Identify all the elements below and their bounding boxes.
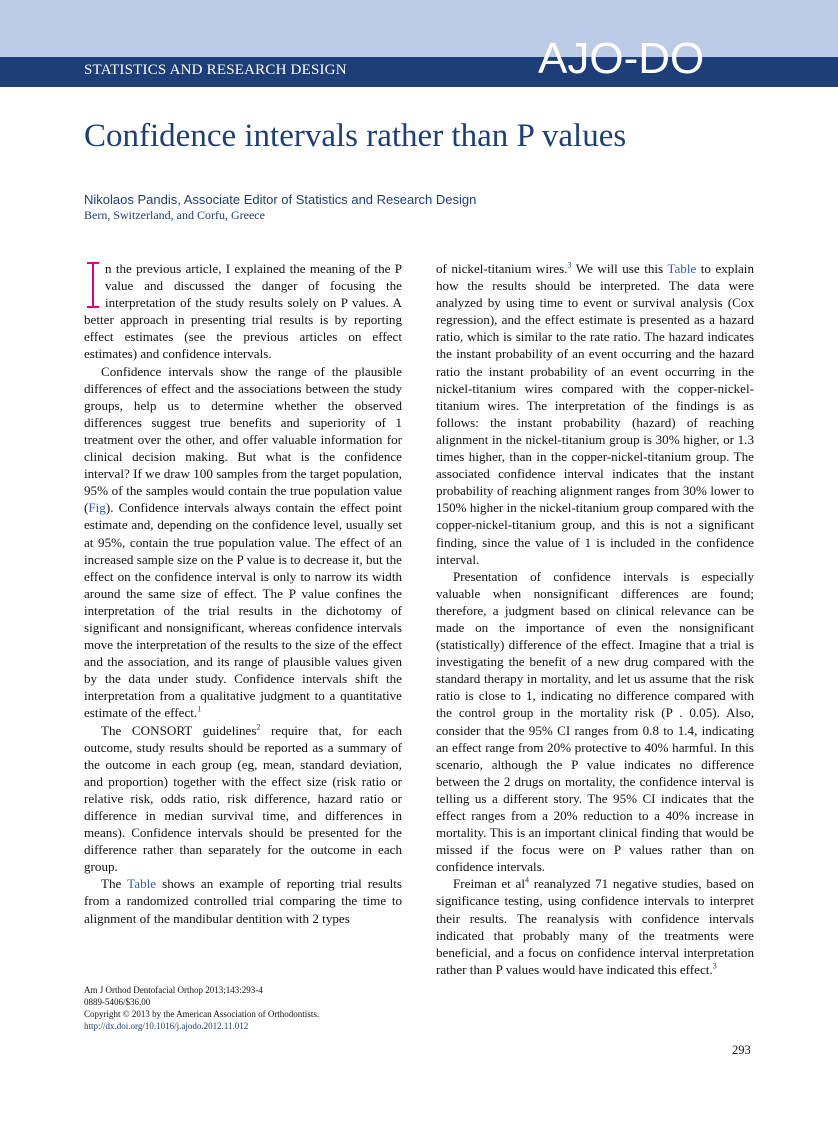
paragraph-table-continued: of nickel-titanium wires.$^3$ We will use this Table to explain how the results should be interpreted. The data were analyzed by using time to event or survival analysis (Cox regression), and the effect estimate is presented as a hazard ratio, which is similar to the rate ratio. The hazard indicates the instant probability of an event occurring and the hazard ratio the instant probability of an event occurring in the nickel-titanium wires compared with the copper-nickel-titanium wires. The interpretation of the findings is as follows: the instant probability (hazard) of reaching alignment in the nickel-titanium group is 30% higher, or 1.3 times higher, than in the copper-nickel-titanium group. The associated confidence interval indicates that the instant probability of reaching alignment ranges from 30% lower to 150% higher in the nickel-titanium group compared with the copper-nickel-titanium group, and this is not a significant finding, since the value of 1 is included in the confidence interval.	[436, 260, 754, 567]
section-label: STATISTICS AND RESEARCH DESIGN	[84, 62, 347, 78]
citation-footer	[84, 984, 404, 1032]
paragraph-table-example: The Table shows an example of reporting trial results from a randomized controlled trial comparing the time to alignment of the mandibular dentition with 2 types	[84, 876, 402, 926]
paragraph-presentation: Presentation of confidence intervals is especially valuable when nonsignificant differences are found; therefore, a judgment based on clinical relevance can be made on the importance of even the nonsignificant (statistically) difference of the effect. Imagine that a trial is investigating the benefit of a new drug compared with the standard therapy in mortality, and let us assume that the risk ratio is close to 1, indicating no difference compared with the control group in the mortality risk (P . 0.05). Also, consider that the 95% CI ranges from 0.8 to 1.4, indicating an effect range from 20% protective to 40% harmful. In this scenario, although the P value indicates no difference between the 2 drugs on mortality, the confidence interval is telling us a different story. The 95% CI indicates that the effect ranges from a 20% reduction to a 40% increase in mortality. This is an important clinical finding that would be missed if the focus were on P values rather than on confidence intervals.	[436, 568, 754, 875]
drop-cap-letter	[86, 262, 99, 308]
doi-link[interactable]: http://dx.doi.org/10.1016/j.ajodo.2012.11.012	[84, 1021, 249, 1031]
author-line: Nikolaos Pandis, Associate Editor of Statistics and Research Design	[84, 192, 477, 207]
table-link[interactable]: Table	[667, 261, 697, 276]
page-number: 293	[732, 1043, 751, 1057]
header-band	[0, 0, 838, 57]
reference-link[interactable]: 3	[712, 961, 717, 971]
text-column-left	[84, 260, 402, 927]
reference-link[interactable]: 3	[567, 260, 572, 270]
reference-link[interactable]: 1	[197, 705, 202, 715]
affiliation: Bern, Switzerland, and Corfu, Greece	[84, 208, 265, 222]
journal-logo: AJO-DO	[538, 34, 705, 83]
paragraph-intro: n the previous article, I explained the meaning of the P value and discussed the danger of focusing the interpretation of the study results solely on P values. A better approach in presenting trial results is by reporting effect estimates (see the previous articles on effect estimates) and confidence intervals.	[84, 261, 402, 362]
issn: 0889-5406/$36.00	[84, 997, 151, 1007]
article-title: Confidence intervals rather than P values	[84, 118, 627, 154]
citation: Am J Orthod Dentofacial Orthop 2013;143:293-4	[84, 985, 263, 995]
copyright: Copyright © 2013 by the American Association of Orthodontists.	[84, 1009, 320, 1019]
table-link[interactable]: Table	[127, 876, 157, 892]
paragraph-consort: The CONSORT guidelines$^2$ require that, for each outcome, study results should be reported as a summary of the outcome in each group (eg, mean, standard deviation, and proportion) together with the effect size (risk ratio or relative risk, odds ratio, risk difference, hazard ratio or difference in median survival time, and differences in means). Confidence intervals should be presented for the difference rather than separately for the outcome in each group.	[84, 722, 402, 875]
paragraph-confidence-intervals: Confidence intervals show the range of the plausible differences of effect and the associations between the study groups, help us to determine whether the observed differences suggest true benefits and superiority of 1 treatment over the other, and offer valuable information for clinical decision making. But what is the confidence interval? If we draw 100 samples from the target population, 95% of the samples would contain the true population value (Fig). Confidence intervals always contain the effect point estimate and, depending on the confidence level, usually set at 95%, contain the true population value. The effect of an increased sample size on the P value is to decrease it, but the effect on the confidence interval is only to narrow its width around the same size of effect. The P value confines the interpretation of the trial results in the dichotomy of significant and nonsignificant, whereas confidence intervals move the interpretation of the results to the size of the effect and the association, and its range of plausible values given by the data under study. Confidence intervals shift the interpretation from a qualitative judgment to a quantitative estimate of the effect.$^1$	[84, 363, 402, 721]
figure-link[interactable]: Fig	[88, 500, 106, 516]
paragraph-freiman: Freiman et al$^4$ reanalyzed 71 negative studies, based on significance testing, using confidence intervals to interpret their results. The reanalysis with confidence intervals indicated that probably many of the treatments were beneficial, and a focus on confidence interval interpretation rather than P values would have indicated this effect.$^3$	[436, 876, 754, 977]
text-column-right	[436, 260, 754, 978]
reference-link[interactable]: 2	[256, 722, 261, 732]
reference-link[interactable]: 4	[524, 876, 529, 886]
